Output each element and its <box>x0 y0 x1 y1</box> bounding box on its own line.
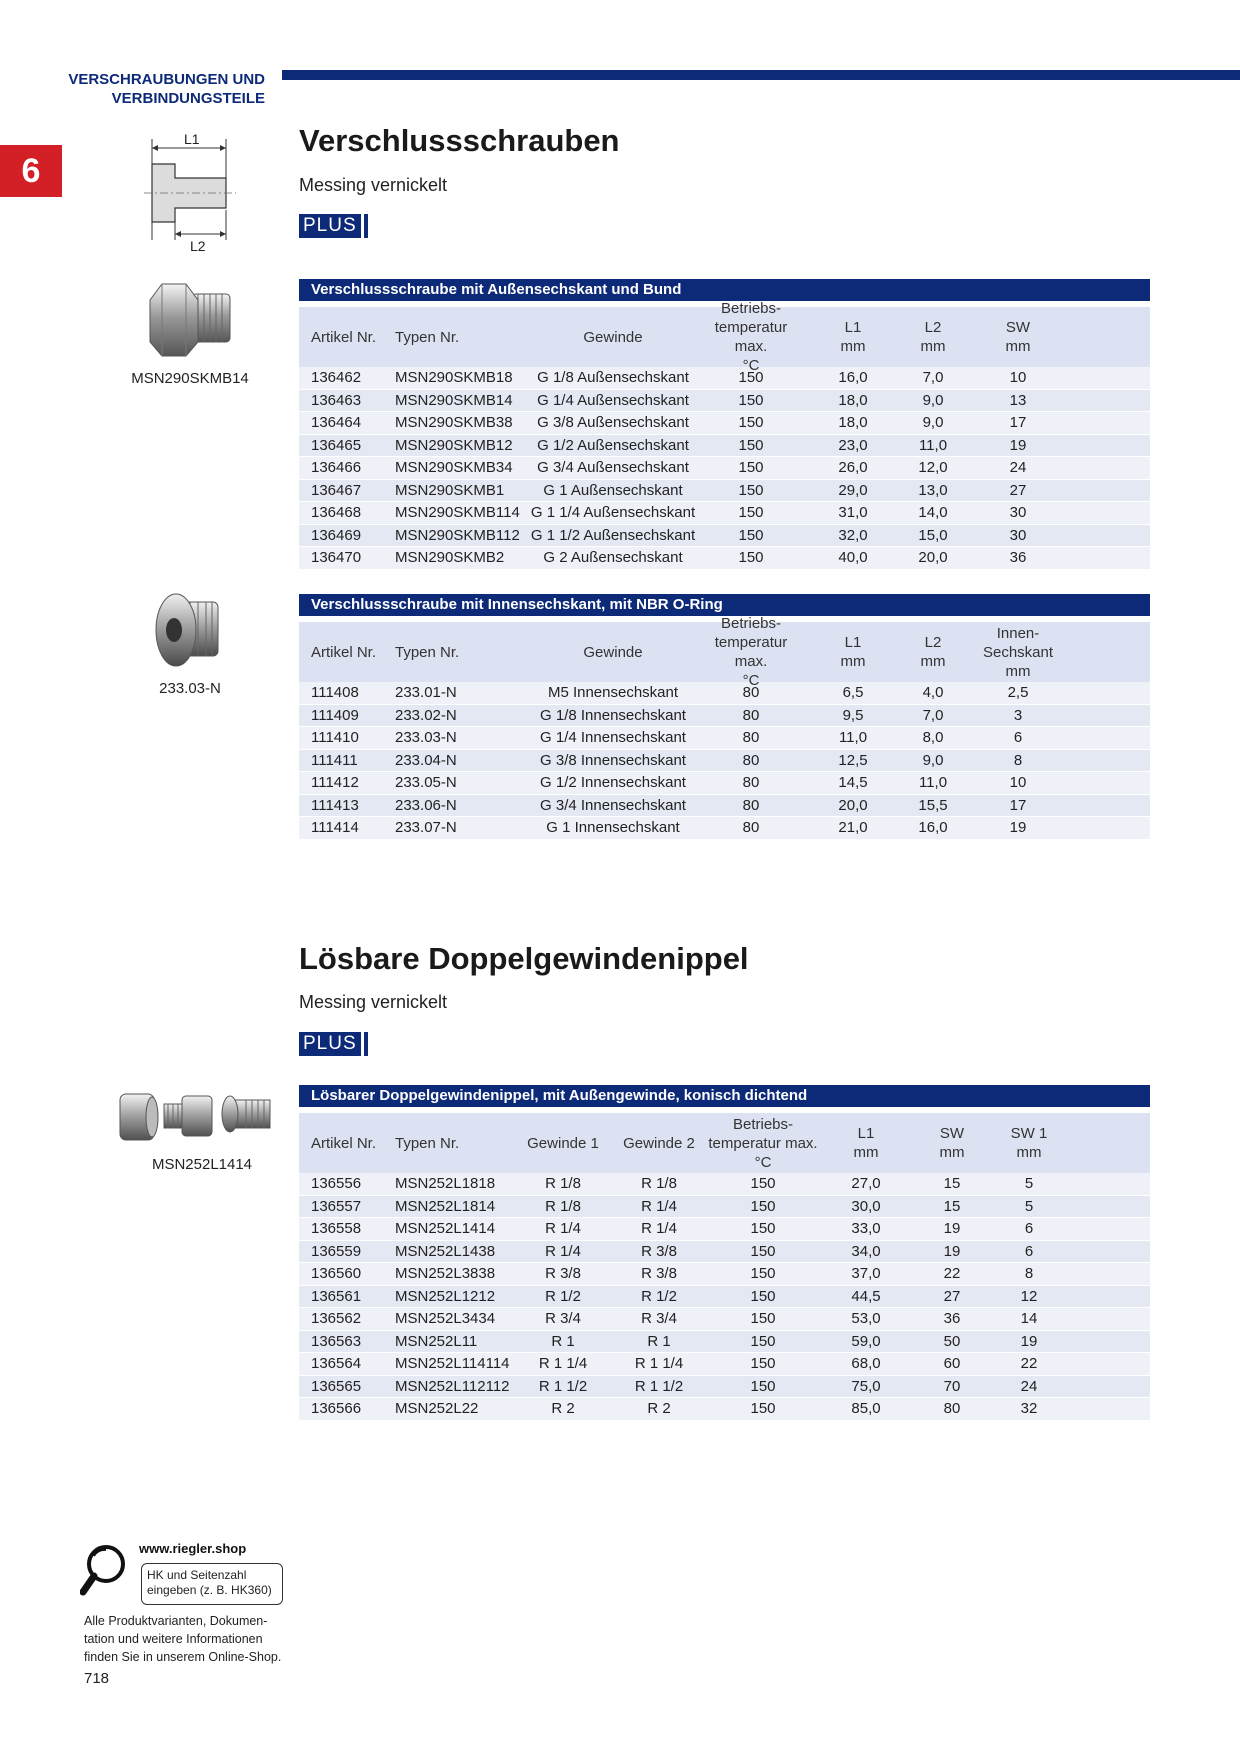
table-row <box>299 412 1150 435</box>
table-row <box>299 750 1150 773</box>
table-cell: 36 <box>1009 549 1027 567</box>
table-cell: 15 <box>943 1197 961 1215</box>
table1-caption: Verschlussschraube mit Außensechskant und Bund <box>299 279 1150 301</box>
table-cell: 150 <box>738 459 764 477</box>
table-cell: 111410 <box>311 729 359 747</box>
table-cell: 136465 <box>311 436 362 454</box>
table-cell: 36 <box>943 1310 961 1328</box>
table-cell: 80 <box>742 684 760 702</box>
socket-plug-product-image <box>148 590 228 670</box>
table-cell: 4,0 <box>922 684 944 702</box>
table-cell: R 1/2 <box>641 1287 677 1305</box>
col-temperatur: Betriebs- temperatur max. °C <box>708 1115 818 1171</box>
table-cell: 111412 <box>311 774 359 792</box>
table-cell: R 1 1/4 <box>634 1355 684 1373</box>
table-row <box>299 367 1150 390</box>
table-cell: 40,0 <box>838 549 868 567</box>
header-bar <box>282 70 1240 80</box>
table-cell: 7,0 <box>922 706 944 724</box>
table-cell: MSN290SKMB34 <box>395 459 513 477</box>
table-cell: 136466 <box>311 459 362 477</box>
table3-image-label: MSN252L1414 <box>151 1156 253 1173</box>
table-cell: 9,0 <box>922 391 944 409</box>
table-cell: 136557 <box>311 1197 362 1215</box>
table1-body <box>299 367 1150 570</box>
table-cell: 136464 <box>311 414 362 432</box>
table-cell: 34,0 <box>851 1242 881 1260</box>
table-cell: 8 <box>1013 751 1023 769</box>
table-cell: 111409 <box>311 706 359 724</box>
table-cell: 19 <box>1009 819 1027 837</box>
table-cell: 31,0 <box>838 504 868 522</box>
table-cell: 17 <box>1009 414 1027 432</box>
table-cell: R 1 1/2 <box>634 1377 684 1395</box>
table-cell: R 1 <box>551 1332 575 1350</box>
table-cell: 136565 <box>311 1377 362 1395</box>
table-cell: 136562 <box>311 1310 362 1328</box>
table-cell: 59,0 <box>851 1332 881 1350</box>
category-title-line2: VERBINDUNGSTEILE <box>111 90 265 107</box>
table-cell: 14,5 <box>838 774 868 792</box>
table-cell: 136564 <box>311 1355 362 1373</box>
table-cell: 53,0 <box>851 1310 881 1328</box>
table-cell: 32,0 <box>838 526 868 544</box>
category-title-line1: VERSCHRAUBUNGEN UND <box>68 71 265 88</box>
table-cell: 150 <box>750 1377 776 1395</box>
section2-plus-badge <box>299 1032 368 1056</box>
table-cell: 20,0 <box>838 796 868 814</box>
table-cell: 19 <box>943 1242 961 1260</box>
table-cell: 136566 <box>311 1400 362 1418</box>
l1-label: L1 <box>184 131 200 147</box>
table-cell: 75,0 <box>851 1377 881 1395</box>
table-row <box>299 682 1150 705</box>
table-cell: 5 <box>1024 1175 1034 1193</box>
table-cell: 70 <box>943 1377 961 1395</box>
col-gewinde: Gewinde <box>583 643 643 661</box>
table-row <box>299 390 1150 413</box>
table-row <box>299 1218 1150 1241</box>
table-cell: 111411 <box>311 751 358 769</box>
table-row <box>299 435 1150 458</box>
table-cell: 24 <box>1020 1377 1038 1395</box>
table-row <box>299 772 1150 795</box>
table-cell: 6 <box>1024 1242 1034 1260</box>
shop-link[interactable]: www.riegler.shop <box>139 1541 247 1556</box>
table3-caption: Lösbarer Doppelgewindenippel, mit Außengewinde, konisch dichtend <box>299 1085 1150 1107</box>
col-artikel: Artikel Nr. <box>311 1134 377 1152</box>
table-cell: 19 <box>943 1220 961 1238</box>
table-cell: 150 <box>750 1355 776 1373</box>
table-cell: R 1 1/2 <box>538 1377 588 1395</box>
dimension-diagram <box>140 130 240 255</box>
table-cell: 150 <box>750 1310 776 1328</box>
table-cell: 150 <box>738 526 764 544</box>
table-row <box>299 480 1150 503</box>
table-row <box>299 1196 1150 1219</box>
table-cell: 150 <box>750 1400 776 1418</box>
table-cell: 12,5 <box>838 751 868 769</box>
table-cell: MSN252L3434 <box>395 1310 496 1328</box>
table-cell: 136558 <box>311 1220 362 1238</box>
plus-badge-text: PLUS <box>299 214 361 238</box>
table-cell: 85,0 <box>851 1400 881 1418</box>
table3-header <box>299 1113 1150 1173</box>
page-number: 718 <box>84 1670 110 1687</box>
table-cell: 150 <box>738 481 764 499</box>
table-cell: 30,0 <box>851 1197 881 1215</box>
section2-title: Lösbare Doppelgewindenippel <box>299 941 749 976</box>
table-cell: MSN290SKMB2 <box>395 549 505 567</box>
table-cell: 60 <box>943 1355 961 1373</box>
table-cell: MSN290SKMB14 <box>395 391 513 409</box>
col-l1: L1 mm <box>840 319 866 355</box>
table-cell: G 3/4 Außensechskant <box>537 459 689 477</box>
table-cell: 136469 <box>311 526 362 544</box>
table-cell: MSN252L114114 <box>395 1355 510 1373</box>
hex-plug-product-image <box>140 280 240 360</box>
table-cell: 8 <box>1024 1265 1034 1283</box>
footer-note: Alle Produktvarianten, Dokumen- tation und weitere Informationen finden Sie in unserem Online-Shop. <box>84 1614 282 1664</box>
table-cell: 111413 <box>311 796 359 814</box>
table-cell: G 1/4 Außensechskant <box>537 391 689 409</box>
table-nipple <box>299 1085 1150 1421</box>
table-cell: G 1/2 Außensechskant <box>537 436 689 454</box>
table-cell: MSN252L112112 <box>395 1377 510 1395</box>
table-cell: 13,0 <box>918 481 948 499</box>
table-cell: 136556 <box>311 1175 362 1193</box>
table3-body <box>299 1173 1150 1421</box>
table-cell: 136468 <box>311 504 362 522</box>
table-row <box>299 1286 1150 1309</box>
col-gewinde1: Gewinde 1 <box>527 1134 599 1152</box>
table-cell: 7,0 <box>922 369 944 387</box>
table-cell: 16,0 <box>838 369 868 387</box>
table-cell: G 1 1/2 Außensechskant <box>530 526 696 544</box>
table-cell: R 1/8 <box>545 1175 581 1193</box>
table-cell: 150 <box>750 1242 776 1260</box>
table-cell: MSN252L3838 <box>395 1265 496 1283</box>
table2-header <box>299 615 1150 689</box>
table-cell: 136470 <box>311 549 362 567</box>
table-cell: MSN290SKMB38 <box>395 414 513 432</box>
table-cell: R 1/8 <box>641 1175 677 1193</box>
shop-hint-box: HK und Seitenzahl eingeben (z. B. HK360) <box>141 1563 283 1605</box>
table-row <box>299 1173 1150 1196</box>
table-cell: 233.07-N <box>395 819 457 837</box>
table-cell: 80 <box>742 751 760 769</box>
table-cell: 27 <box>943 1287 961 1305</box>
table-cell: 26,0 <box>838 459 868 477</box>
table-cell: M5 Innensechskant <box>547 684 679 702</box>
col-l2: L2 mm <box>920 319 946 355</box>
table-cell: 27 <box>1009 481 1027 499</box>
col-gewinde: Gewinde <box>583 328 643 346</box>
table-cell: 111414 <box>311 819 359 837</box>
table-cell: 21,0 <box>838 819 868 837</box>
table-cell: 17 <box>1009 796 1027 814</box>
table-cell: 12 <box>1020 1287 1038 1305</box>
nipple-product-image <box>118 1086 274 1146</box>
table-cell: 150 <box>750 1197 776 1215</box>
table-cell: R 1/4 <box>641 1197 677 1215</box>
table-cell: G 1/4 Innensechskant <box>540 729 686 747</box>
table-cell: 80 <box>742 819 760 837</box>
table-cell: MSN290SKMB18 <box>395 369 513 387</box>
table-cell: 15 <box>943 1175 961 1193</box>
table-cell: 20,0 <box>918 549 948 567</box>
col-typen: Typen Nr. <box>395 1134 460 1152</box>
table-cell: R 1/4 <box>641 1220 677 1238</box>
table-cell: G 3/4 Innensechskant <box>540 796 686 814</box>
table-cell: 136463 <box>311 391 362 409</box>
table-cell: MSN290SKMB1 <box>395 481 505 499</box>
table-cell: R 2 <box>551 1400 575 1418</box>
table-cell: 150 <box>738 436 764 454</box>
col-innen-sechskant: Innen- Sechskant mm <box>982 624 1054 680</box>
table-cell: G 3/8 Außensechskant <box>537 414 689 432</box>
table-cell: 10 <box>1009 369 1027 387</box>
table-hex-plug <box>299 279 1150 570</box>
table-cell: R 1 1/4 <box>538 1355 588 1373</box>
table-cell: MSN290SKMB12 <box>395 436 513 454</box>
table-cell: 150 <box>750 1287 776 1305</box>
table-cell: 27,0 <box>851 1175 881 1193</box>
table-cell: 80 <box>943 1400 961 1418</box>
table-cell: 80 <box>742 706 760 724</box>
table-row <box>299 547 1150 570</box>
table-row <box>299 1398 1150 1421</box>
table-cell: 44,5 <box>851 1287 881 1305</box>
table-cell: 80 <box>742 774 760 792</box>
table-row <box>299 1376 1150 1399</box>
table-cell: R 1/4 <box>545 1220 581 1238</box>
table-cell: 150 <box>750 1332 776 1350</box>
table-cell: 233.01-N <box>395 684 457 702</box>
col-sw1: SW 1 mm <box>1010 1125 1048 1161</box>
col-artikel: Artikel Nr. <box>311 328 377 346</box>
table-row <box>299 817 1150 840</box>
table-cell: 15,0 <box>918 526 948 544</box>
table-cell: 136561 <box>311 1287 362 1305</box>
table-cell: 29,0 <box>838 481 868 499</box>
table-cell: G 1 1/4 Außensechskant <box>530 504 696 522</box>
table-cell: 33,0 <box>851 1220 881 1238</box>
table-row <box>299 1263 1150 1286</box>
table-row <box>299 1331 1150 1354</box>
table-cell: 150 <box>738 369 764 387</box>
table-cell: R 1 <box>647 1332 671 1350</box>
table-cell: 11,0 <box>918 774 948 792</box>
chapter-tab[interactable]: 6 <box>0 145 62 197</box>
table-cell: 11,0 <box>918 436 948 454</box>
table-cell: 14,0 <box>918 504 948 522</box>
col-sw: SW mm <box>939 1125 965 1161</box>
table-row <box>299 525 1150 548</box>
table-cell: MSN252L11 <box>395 1332 478 1350</box>
col-typen: Typen Nr. <box>395 328 460 346</box>
table-cell: 12,0 <box>918 459 948 477</box>
table-cell: MSN252L1438 <box>395 1242 496 1260</box>
table2-body <box>299 682 1150 840</box>
table1-header <box>299 300 1150 374</box>
table-cell: MSN252L22 <box>395 1400 479 1418</box>
table2-image-label: 233.03-N <box>159 680 221 697</box>
table-row <box>299 1308 1150 1331</box>
table-cell: 150 <box>738 549 764 567</box>
table-cell: 150 <box>750 1265 776 1283</box>
table-cell: 8,0 <box>922 729 944 747</box>
table-cell: 136563 <box>311 1332 362 1350</box>
category-title <box>60 70 265 108</box>
table-cell: 233.06-N <box>395 796 457 814</box>
table-cell: 37,0 <box>851 1265 881 1283</box>
table2-caption: Verschlussschraube mit Innensechskant, mit NBR O-Ring <box>299 594 1150 616</box>
table-cell: 18,0 <box>838 414 868 432</box>
table-cell: 233.02-N <box>395 706 457 724</box>
table-socket-plug <box>299 594 1150 840</box>
table-cell: 6 <box>1013 729 1023 747</box>
table-cell: 233.03-N <box>395 729 457 747</box>
section2-subtitle: Messing vernickelt <box>299 992 448 1012</box>
table-cell: 30 <box>1009 504 1027 522</box>
col-typen: Typen Nr. <box>395 643 460 661</box>
table-cell: R 1/4 <box>545 1242 581 1260</box>
table-cell: G 1/8 Außensechskant <box>537 369 689 387</box>
table-cell: 111408 <box>311 684 359 702</box>
col-temperatur: Betriebs- temperatur max. °C <box>714 300 788 374</box>
col-l1: L1 mm <box>853 1125 879 1161</box>
table-cell: 13 <box>1009 391 1027 409</box>
table-cell: 5 <box>1024 1197 1034 1215</box>
table-cell: R 2 <box>647 1400 671 1418</box>
table-cell: R 3/8 <box>641 1242 677 1260</box>
col-temperatur: Betriebs- temperatur max. °C <box>714 615 788 689</box>
table-row <box>299 705 1150 728</box>
table-cell: 16,0 <box>918 819 948 837</box>
table-row <box>299 1241 1150 1264</box>
table-cell: 6 <box>1024 1220 1034 1238</box>
table-cell: 150 <box>750 1175 776 1193</box>
table-cell: 10 <box>1009 774 1027 792</box>
table-cell: G 1/2 Innensechskant <box>540 774 686 792</box>
table-cell: 150 <box>738 414 764 432</box>
section1-subtitle: Messing vernickelt <box>299 175 448 195</box>
search-icon <box>80 1542 136 1598</box>
l2-label: L2 <box>190 238 206 254</box>
table-cell: 11,0 <box>838 729 868 747</box>
table-cell: 9,0 <box>922 751 944 769</box>
col-l2: L2 mm <box>920 634 946 670</box>
col-sw: SW mm <box>1005 319 1031 355</box>
table-cell: 136462 <box>311 369 362 387</box>
table-cell: G 2 Außensechskant <box>543 549 683 567</box>
table-cell: 233.04-N <box>395 751 457 769</box>
table-cell: R 1/8 <box>545 1197 581 1215</box>
table-cell: R 3/8 <box>545 1265 581 1283</box>
table-cell: 19 <box>1020 1332 1038 1350</box>
table-cell: 23,0 <box>838 436 868 454</box>
table-cell: 18,0 <box>838 391 868 409</box>
table-cell: 30 <box>1009 526 1027 544</box>
table-cell: 2,5 <box>1007 684 1029 702</box>
table-cell: 6,5 <box>842 684 864 702</box>
section1-title: Verschlussschrauben <box>299 123 620 158</box>
table-row <box>299 1353 1150 1376</box>
table-cell: MSN252L1414 <box>395 1220 496 1238</box>
table-cell: MSN252L1818 <box>395 1175 496 1193</box>
table-cell: R 1/2 <box>545 1287 581 1305</box>
table-cell: 22 <box>943 1265 961 1283</box>
table-cell: G 3/8 Innensechskant <box>540 751 686 769</box>
table-cell: 9,0 <box>922 414 944 432</box>
table-cell: 32 <box>1020 1400 1038 1418</box>
table-cell: 15,5 <box>918 796 948 814</box>
table-cell: 150 <box>738 504 764 522</box>
table-cell: MSN290SKMB114 <box>395 504 520 522</box>
table1-image-label: MSN290SKMB14 <box>131 370 249 387</box>
table-cell: 80 <box>742 729 760 747</box>
table-cell: MSN290SKMB112 <box>395 526 520 544</box>
table-cell: 68,0 <box>851 1355 881 1373</box>
col-l1: L1 mm <box>840 634 866 670</box>
table-cell: R 3/4 <box>641 1310 677 1328</box>
col-artikel: Artikel Nr. <box>311 643 377 661</box>
table-cell: 80 <box>742 796 760 814</box>
table-row <box>299 502 1150 525</box>
table-row <box>299 795 1150 818</box>
table-cell: 3 <box>1013 706 1023 724</box>
table-cell: 22 <box>1020 1355 1038 1373</box>
table-cell: 150 <box>738 391 764 409</box>
table-cell: 136559 <box>311 1242 362 1260</box>
table-cell: G 1 Innensechskant <box>546 819 680 837</box>
plus-badge-text: PLUS <box>299 1032 361 1056</box>
table-cell: 14 <box>1020 1310 1038 1328</box>
table-cell: R 3/4 <box>545 1310 581 1328</box>
table-cell: 24 <box>1009 459 1027 477</box>
table-cell: 233.05-N <box>395 774 457 792</box>
table-cell: R 3/8 <box>641 1265 677 1283</box>
table-cell: 50 <box>943 1332 961 1350</box>
section1-plus-badge <box>299 214 368 238</box>
table-cell: G 1 Außensechskant <box>543 481 683 499</box>
table-row <box>299 727 1150 750</box>
table-cell: 136560 <box>311 1265 362 1283</box>
table-cell: 136467 <box>311 481 362 499</box>
table-row <box>299 457 1150 480</box>
table-cell: MSN252L1212 <box>395 1287 496 1305</box>
table-cell: 9,5 <box>842 706 864 724</box>
table-cell: 19 <box>1009 436 1027 454</box>
col-gewinde2: Gewinde 2 <box>623 1134 695 1152</box>
table-cell: MSN252L1814 <box>395 1197 496 1215</box>
table-cell: G 1/8 Innensechskant <box>540 706 686 724</box>
table-cell: 150 <box>750 1220 776 1238</box>
